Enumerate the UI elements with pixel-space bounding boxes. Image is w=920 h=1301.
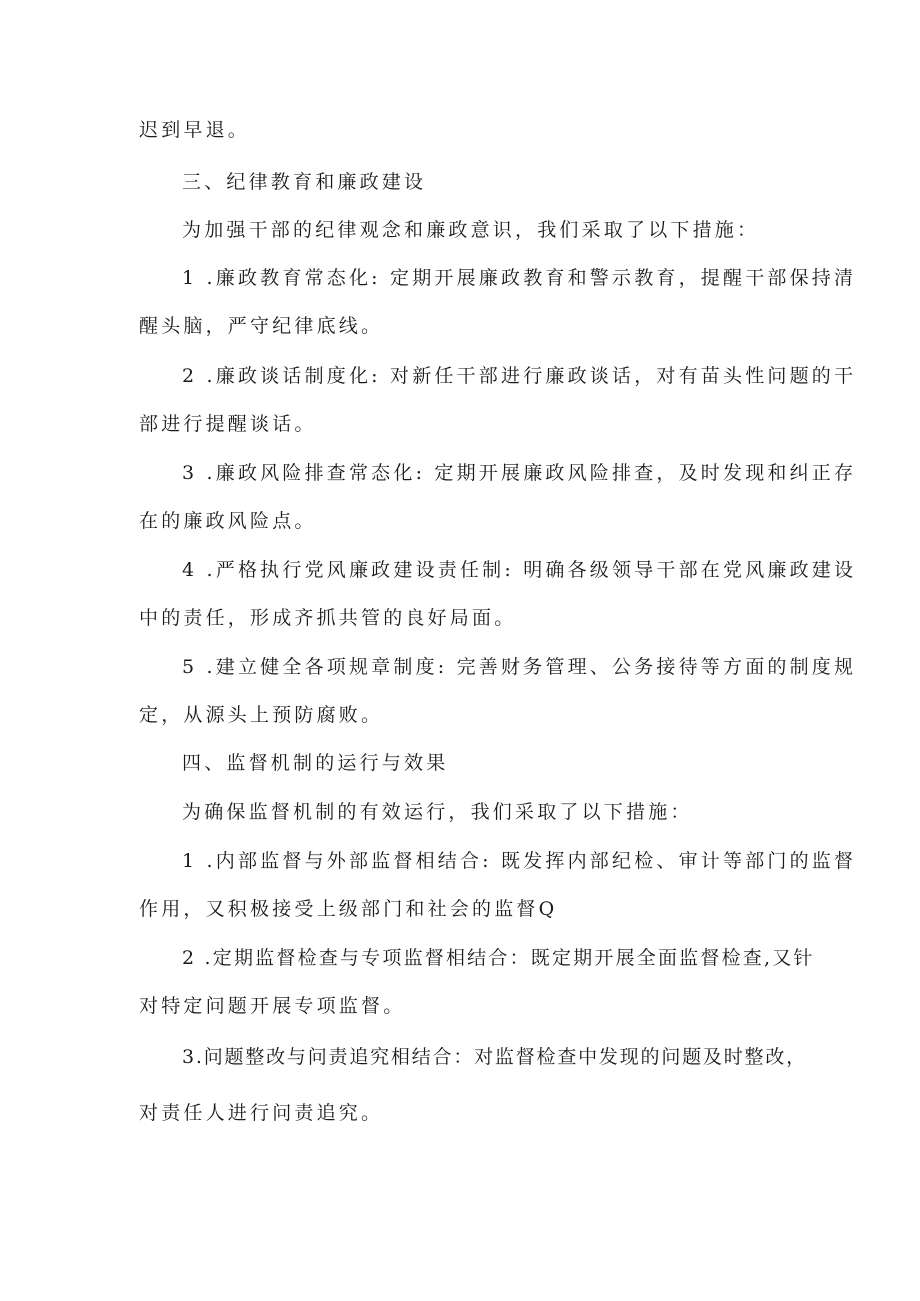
list-item-3-2-line-1: 2 .廉政谈话制度化: 对新任干部进行廉政谈话，对有苗头性问题的干 xyxy=(182,365,857,387)
text-line-continuation: 迟到早退。 xyxy=(139,119,251,141)
list-item-3-2-line-2: 部进行提醒谈话。 xyxy=(139,413,317,435)
list-item-3-4-line-2: 中的责任，形成齐抓共管的良好局面。 xyxy=(139,607,517,629)
list-item-4-3-line-2: 对责任人进行问责追究。 xyxy=(139,1102,384,1124)
list-item-3-5-line-1: 5 .建立健全各项规章制度: 完善财务管理、公务接待等方面的制度规 xyxy=(182,656,857,678)
intro-paragraph-4: 为确保监督机制的有效运行，我们采取了以下措施： xyxy=(182,801,693,823)
section-heading-4: 四、监督机制的运行与效果 xyxy=(182,752,449,774)
list-item-3-5-line-2: 定，从源头上预防腐败。 xyxy=(139,704,384,726)
list-item-3-1-line-2: 醒头脑，严守纪律底线。 xyxy=(139,315,384,337)
list-item-4-3-line-1: 3.问题整改与问责追究相结合：对监督检查中发现的问题及时整改， xyxy=(182,1046,807,1068)
list-item-3-1-line-1: 1 .廉政教育常态化: 定期开展廉政教育和警示教育，提醒干部保持清 xyxy=(182,267,857,289)
list-item-3-3-line-2: 在的廉政风险点。 xyxy=(139,510,317,532)
list-item-3-3-line-1: 3 .廉政风险排查常态化: 定期开展廉政风险排查，及时发现和纠正存 xyxy=(182,462,857,484)
list-item-4-2-line-1: 2 .定期监督检查与专项监督相结合：既定期开展全面监督检查,又针 xyxy=(182,947,815,969)
list-item-4-1-line-1: 1 .内部监督与外部监督相结合: 既发挥内部纪检、审计等部门的监督 xyxy=(182,850,857,872)
section-heading-3: 三、纪律教育和廉政建设 xyxy=(182,171,427,193)
list-item-4-2-line-2: 对特定问题开展专项监督。 xyxy=(139,995,406,1017)
list-item-3-4-line-1: 4 .严格执行党风廉政建设责任制: 明确各级领导干部在党风廉政建设 xyxy=(182,559,857,581)
intro-paragraph-3: 为加强干部的纪律观念和廉政意识，我们采取了以下措施： xyxy=(182,219,760,241)
list-item-4-1-line-2: 作用，又积极接受上级部门和社会的监督Q xyxy=(139,898,558,920)
